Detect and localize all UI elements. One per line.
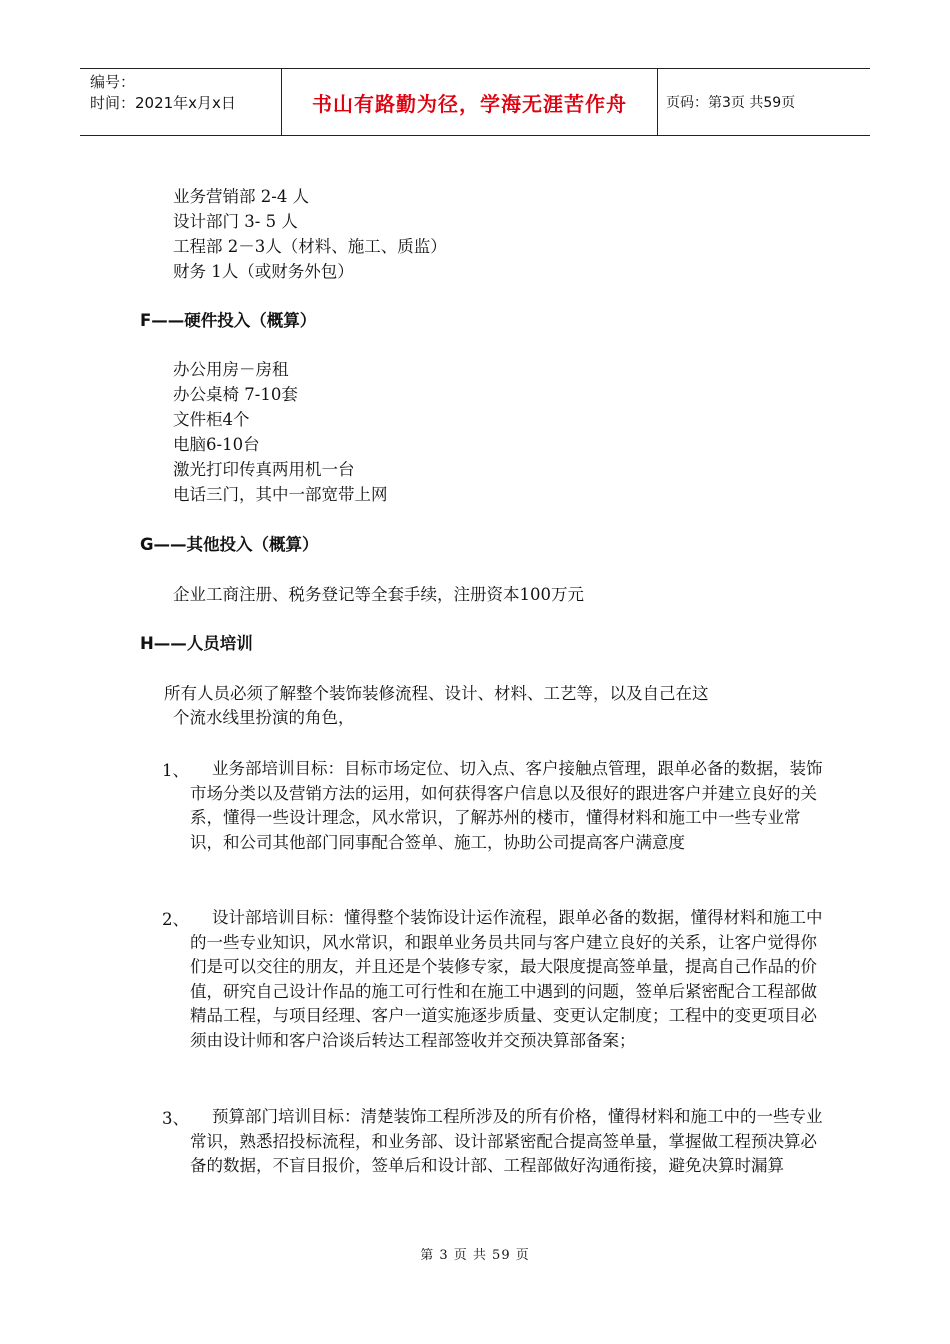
list-item: 电话三门，其中一部宽带上网: [173, 485, 388, 504]
item-number: 1、: [162, 761, 189, 780]
page-footer: 第 3 页 共 59 页: [420, 1248, 530, 1263]
header-page-label: 页码：第3页 共59页: [666, 95, 796, 111]
section-f-title: F——硬件投入（概算）: [140, 311, 317, 330]
list-item: 办公用房－房租: [173, 360, 289, 379]
staff-line: 业务营销部 2-4 人: [173, 187, 310, 206]
page-header: [80, 68, 870, 136]
training-item-text: 预算部门培训目标：清楚装饰工程所涉及的所有价格，懂得材料和施工中的一些专业常识，熟悉招投标流程，和业务部、设计部紧密配合提高签单量，掌握做工程预决算必备的数据，不盲目报价，签单后和设计部、工程部做好沟通衔接，避免决算时漏算: [190, 1107, 823, 1176]
section-h-title: H——人员培训: [140, 634, 253, 653]
item-number: 2、: [162, 910, 189, 929]
section-h-intro: 个流水线里扮演的角色，: [173, 708, 355, 727]
list-item: 办公桌椅 7-10套: [173, 385, 298, 404]
section-g-text: 企业工商注册、税务登记等全套手续，注册资本100万元: [173, 585, 584, 604]
list-item: 电脑6-10台: [173, 435, 260, 454]
time-label: 时间：2021年x月x日: [90, 94, 236, 112]
header-meta: [80, 69, 282, 135]
staff-line: 财务 1人（或财务外包）: [173, 262, 354, 281]
training-item-text: 业务部培训目标：目标市场定位、切入点、客户接触点管理，跟单必备的数据，装饰市场分类以及营销方法的运用，如何获得客户信息以及很好的跟进客户并建立良好的关系，懂得一些设计理念，风水常识，了解苏州的楼市，懂得材料和施工中一些专业常识，和公司其他部门同事配合签单、施工，协助公司提高客户满意度: [190, 759, 823, 852]
training-item-text: 设计部培训目标：懂得整个装饰设计运作流程，跟单必备的数据，懂得材料和施工中的一些专业知识，风水常识，和跟单业务员共同与客户建立良好的关系，让客户觉得你们是可以交往的朋友，并且还是个装修专家，最大限度提高签单量，提高自己作品的价值，研究自己设计作品的施工可行性和在施工中遇到的问题，签单后紧密配合工程部做精品工程，与项目经理、客户一道实施逐步质量、变更认定制度；工程中的变更项目必须由设计师和客户洽谈后转达工程部签收并交预决算部备案；: [190, 908, 823, 1050]
section-g-title: G——其他投入（概算）: [140, 535, 319, 554]
header-motto: 书山有路勤为径，学海无涯苦作舟: [282, 69, 658, 135]
staff-line: 设计部门 3- 5 人: [173, 212, 298, 231]
item-number: 3、: [162, 1109, 189, 1128]
list-item: 激光打印传真两用机一台: [173, 460, 355, 479]
serial-label: 编号：: [90, 73, 136, 91]
section-h-intro: 所有人员必须了解整个装饰装修流程、设计、材料、工艺等，以及自己在这: [164, 684, 709, 703]
list-item: 文件柜4个: [173, 410, 250, 429]
staff-line: 工程部 2－3人（材料、施工、质监）: [173, 237, 447, 256]
